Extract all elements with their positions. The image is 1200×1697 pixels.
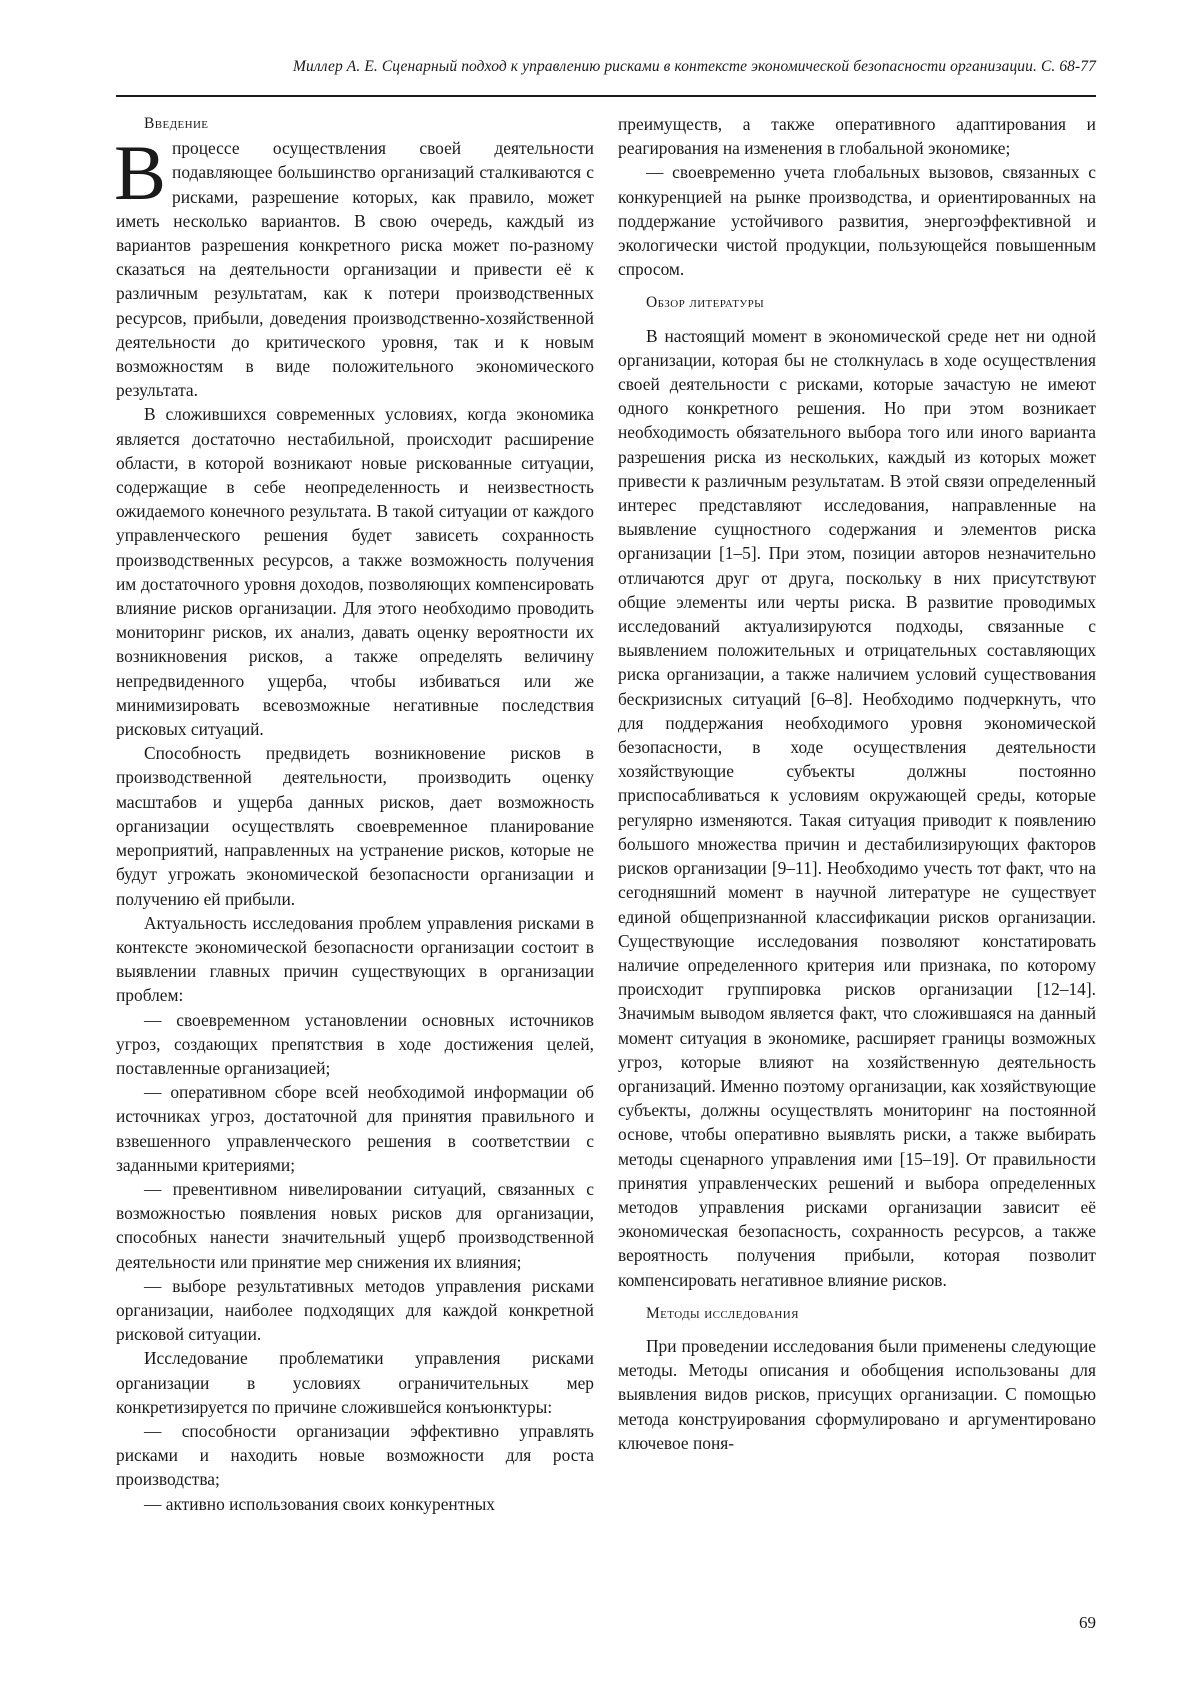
methods-paragraph: При проведении исследования были применены следующие методы. Методы описания и обобщения использованы для выявления видов рисков, присущих организации. С помощью метода конструирования сформулировано и аргументировано ключевое поня- [618,1334,1096,1455]
page-number: 69 [1050,1613,1096,1633]
list-item-3: — превентивном нивелировании ситуаций, связанных с возможностью появления новых рисков для организации, способных нанести значительный ущерб производственной деятельности или принятие мер снижения их влияния; [116,1177,594,1274]
drop-cap: В [114,142,166,208]
intro-paragraph-4: Актуальность исследования проблем управления рисками в контексте экономической безопасности организации состоит в выявлении главных причин существующих в организации проблем: [116,911,594,1008]
intro-paragraph-3: Способность предвидеть возникновение рисков в производственной деятельности, производить оценку масштабов и ущерба данных рисков, дает возможность организации осуществлять своевременное планирование мероприятий, направленных на устранение рисков, которые не будут угрожать экономической безопасности организации и получению ей прибыли. [116,741,594,910]
header-rule [116,95,1096,97]
list-item-7: — своевременно учета глобальных вызовов, связанных с конкуренцией на рынке производства, и ориентированных на поддержание устойчивого развития, энергоэффективной и экологически чистой продукции, пользующейся повышенным спросом. [618,160,1096,281]
intro-paragraph-1-text: процессе осуществления своей деятельности подавляющее большинство организаций сталкиваются с рисками, разрешение которых, как правило, может иметь несколько вариантов. В свою очередь, каждый из вариантов разрешения конкретного риска может по-разному сказаться на деятельности организации и привести её к различным результатам, как к потери производственных ресурсов, прибыли, доведения производственно-хозяйственной деятельности до критического уровня, так и к новым возможностям в виде положительного экономического результата. [116,138,594,400]
literature-paragraph: В настоящий момент в экономической среде нет ни одной организации, которая бы не столкнулась в ходе осуществления своей деятельности с рисками, которые зачастую не имеют одного конкретного решения. Но при этом возникает необходимость обязательного выбора того или иного варианта разрешения риска из нескольких, каждый из которых может привести к различным результатам. В этой связи определенный интерес представляют исследования, направленные на выявление сущностного содержания и элементов риска организации [1–5]. При этом, позиции авторов незначительно отличаются друг от друга, поскольку в них присутствуют общие элементы или черты риска. В развитие проводимых исследований актуализируются подходы, связанные с выявлением положительных и отрицательных составляющих риска организации, а также наличием условий существования бескризисных ситуаций [6–8]. Необходимо подчеркнуть, что для поддержания необходимого уровня экономической безопасности, в ходе осуществления деятельности хозяйствующие субъекты должны постоянно приспосабливаться к условиям окружающей среды, которые регулярно изменяются. Такая ситуация приводит к появлению большого множества причин и дестабилизирующих факторов рисков организации [9–11]. Необходимо учесть тот факт, что на сегодняшний момент в научной литературе не существует единой общепризнанной классификации рисков организации. Существующие исследования позволяют констатировать наличие определенного критерия или признака, по которому происходит группировка рисков организации [12–14]. Значимым выводом является факт, что сложившаяся на данный момент ситуация в экономике, расширяет границы возможных угроз, которые влияют на хозяйственную деятельность организаций. Именно поэтому организации, как хозяйствующие субъекты, должны осуществлять мониторинг на постоянной основе, чтобы оперативно выявлять риски, а также выбирать методы сценарного управления ими [15–19]. От правильности принятия управленческих решений и выбора определенных методов управления рисками организации зависит её экономическая безопасность, сохранность ресурсов, а также вероятность получения прибыли, которая позволит компенсировать негативное влияние рисков. [618,324,1096,1292]
right-column [618,112,1096,1455]
section-heading-literature-review: Обзор литературы [618,291,1096,315]
section-heading-introduction: Введение [116,112,594,136]
left-column [116,112,594,1516]
continued-paragraph: преимуществ, а также оперативного адаптирования и реагирования на изменения в глобальной экономике; [618,112,1096,160]
journal-page [0,0,1200,1697]
section-heading-methods: Методы исследования [618,1302,1096,1326]
list-item-4: — выборе результативных методов управления рисками организации, наиболее подходящих для каждой конкретной рисковой ситуации. [116,1274,594,1347]
list-item-2: — оперативном сборе всей необходимой информации об источниках угроз, достаточной для принятия правильного и взвешенного управленческого решения в соответствии с заданными критериями; [116,1080,594,1177]
list-item-6: — активно использования своих конкурентных [116,1492,594,1516]
list-item-5: — способности организации эффективно управлять рисками и находить новые возможности для роста производства; [116,1419,594,1492]
running-head: Миллер А. Е. Сценарный подход к управлению рисками в контексте экономической безопасности организации. С. 68-77 [116,58,1096,76]
list-item-1: — своевременном установлении основных источников угроз, создающих препятствия в ходе достижения целей, поставленные организацией; [116,1008,594,1081]
intro-paragraph-2: В сложившихся современных условиях, когда экономика является достаточно нестабильной, происходит расширение области, в которой возникают новые рискованные ситуации, содержащие в себе неопределенность и неизвестность ожидаемого конечного результата. В такой ситуации от каждого управленческого решения будет зависеть сохранность производственных ресурсов, а также возможность получения им достаточного уровня доходов, позволяющих компенсировать влияние рисков организации. Для этого необходимо проводить мониторинг рисков, их анализ, давать оценку вероятности их возникновения рисков, а также определять величину непредвиденного ущерба, чтобы избиваться или же минимизировать всевозможные негативные последствия рисковых ситуаций. [116,402,594,741]
intro-paragraph-1 [116,136,594,402]
intro-paragraph-5: Исследование проблематики управления рисками организации в условиях ограничительных мер конкретизируется по причине сложившейся конъюнктуры: [116,1346,594,1419]
